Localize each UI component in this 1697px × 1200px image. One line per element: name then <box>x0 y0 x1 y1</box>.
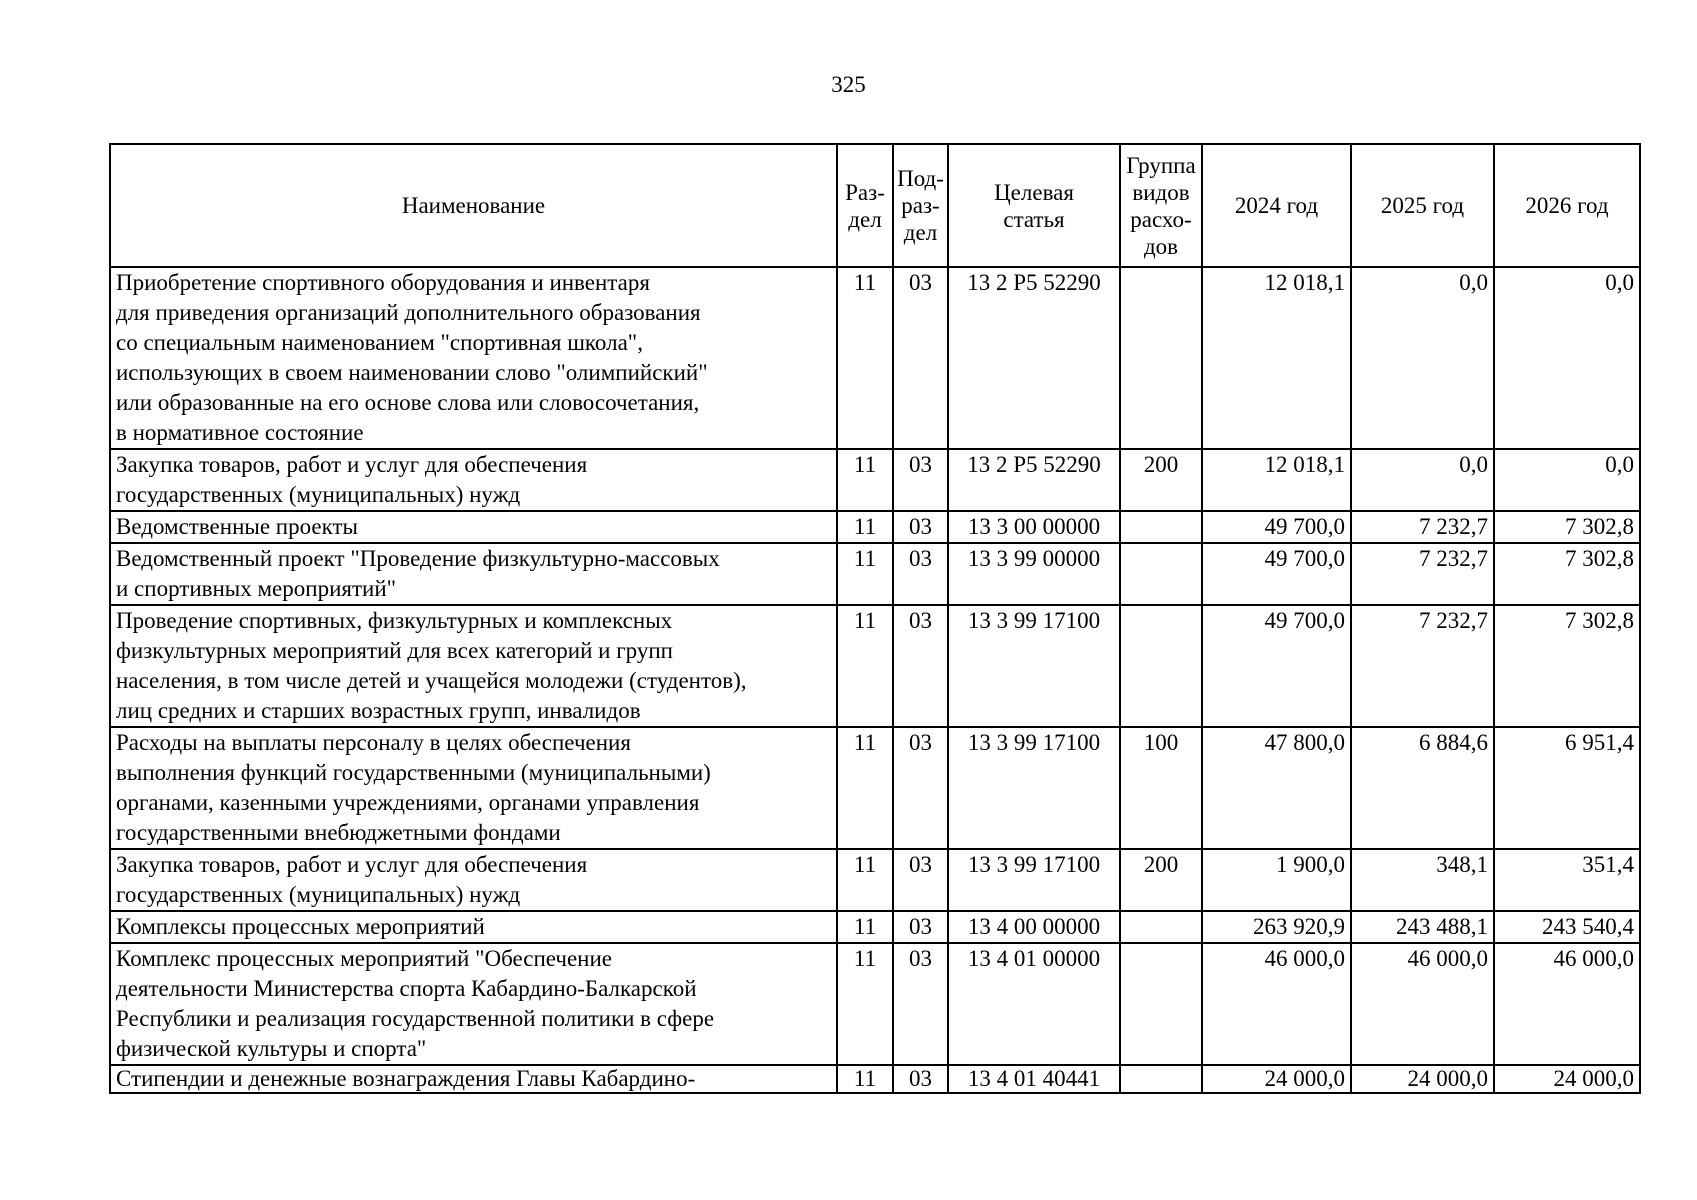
row-target: 13 2 Р5 52290 <box>948 267 1120 449</box>
row-target: 13 3 99 17100 <box>948 605 1120 727</box>
row-group <box>1120 911 1202 943</box>
row-2025: 0,0 <box>1351 449 1494 511</box>
row-target: 13 2 Р5 52290 <box>948 449 1120 511</box>
budget-table <box>109 143 1641 1094</box>
row-2025: 0,0 <box>1351 267 1494 449</box>
row-2026: 7 302,8 <box>1494 605 1640 727</box>
row-podrazdel: 03 <box>893 267 948 449</box>
row-name: Комплексы процессных мероприятий <box>110 911 837 943</box>
row-name: Проведение спортивных, физкультурных и комплексных физкультурных мероприятий для всех категорий и групп населения, в том числе детей и учащейся молодежи (студентов), лиц средних и старших возрастных групп, инвалидов <box>110 605 837 727</box>
row-group: 200 <box>1120 849 1202 911</box>
table-row <box>110 543 1640 605</box>
row-name: Закупка товаров, работ и услуг для обеспечения государственных (муниципальных) нужд <box>110 449 837 511</box>
row-group <box>1120 943 1202 1065</box>
row-name: Приобретение спортивного оборудования и инвентаря для приведения организаций дополнительного образования со специальным наименованием "спортивная школа", использующих в своем наименовании слово "олимпийский" или образованные на его основе слова или словосочетания, в нормативное состояние <box>110 267 837 449</box>
row-razdel: 11 <box>837 543 893 605</box>
row-2024: 47 800,0 <box>1202 727 1351 849</box>
row-2024: 49 700,0 <box>1202 605 1351 727</box>
row-group: 200 <box>1120 449 1202 511</box>
row-podrazdel: 03 <box>893 449 948 511</box>
row-2025: 348,1 <box>1351 849 1494 911</box>
table-header-row <box>110 144 1640 267</box>
table-row <box>110 911 1640 943</box>
row-podrazdel: 03 <box>893 605 948 727</box>
row-group <box>1120 1065 1202 1093</box>
header-group: Группа видов расхо- дов <box>1120 144 1202 267</box>
table-row <box>110 511 1640 543</box>
row-group <box>1120 605 1202 727</box>
row-2025: 6 884,6 <box>1351 727 1494 849</box>
row-target: 13 3 00 00000 <box>948 511 1120 543</box>
row-name: Комплекс процессных мероприятий "Обеспечение деятельности Министерства спорта Кабардино-Балкарской Республики и реализация государственной политики в сфере физической культуры и спорта" <box>110 943 837 1065</box>
row-target: 13 4 01 40441 <box>948 1065 1120 1093</box>
row-razdel: 11 <box>837 1065 893 1093</box>
row-group: 100 <box>1120 727 1202 849</box>
row-podrazdel: 03 <box>893 911 948 943</box>
header-podrazdel: Под- раз- дел <box>893 144 948 267</box>
row-2025: 7 232,7 <box>1351 511 1494 543</box>
header-razdel: Раз- дел <box>837 144 893 267</box>
table-row <box>110 1065 1640 1093</box>
row-2025: 46 000,0 <box>1351 943 1494 1065</box>
row-2024: 12 018,1 <box>1202 267 1351 449</box>
row-2024: 1 900,0 <box>1202 849 1351 911</box>
table-row <box>110 605 1640 727</box>
row-podrazdel: 03 <box>893 727 948 849</box>
row-name: Расходы на выплаты персоналу в целях обеспечения выполнения функций государственными (муниципальными) органами, казенными учреждениями, органами управления государственными внебюджетными фондами <box>110 727 837 849</box>
page-number: 325 <box>831 72 866 97</box>
table-row <box>110 849 1640 911</box>
row-2024: 263 920,9 <box>1202 911 1351 943</box>
row-2026: 46 000,0 <box>1494 943 1640 1065</box>
row-2025: 7 232,7 <box>1351 605 1494 727</box>
row-podrazdel: 03 <box>893 511 948 543</box>
row-2026: 351,4 <box>1494 849 1640 911</box>
row-razdel: 11 <box>837 911 893 943</box>
row-2025: 7 232,7 <box>1351 543 1494 605</box>
header-2024: 2024 год <box>1202 144 1351 267</box>
header-2026: 2026 год <box>1494 144 1640 267</box>
row-2026: 7 302,8 <box>1494 543 1640 605</box>
row-razdel: 11 <box>837 605 893 727</box>
row-group <box>1120 543 1202 605</box>
row-razdel: 11 <box>837 849 893 911</box>
row-name: Ведомственный проект "Проведение физкультурно-массовых и спортивных мероприятий" <box>110 543 837 605</box>
row-2026: 24 000,0 <box>1494 1065 1640 1093</box>
row-2024: 46 000,0 <box>1202 943 1351 1065</box>
row-2024: 12 018,1 <box>1202 449 1351 511</box>
row-target: 13 4 01 00000 <box>948 943 1120 1065</box>
table-row <box>110 727 1640 849</box>
row-target: 13 4 00 00000 <box>948 911 1120 943</box>
row-2026: 6 951,4 <box>1494 727 1640 849</box>
row-2026: 7 302,8 <box>1494 511 1640 543</box>
row-2025: 243 488,1 <box>1351 911 1494 943</box>
row-name: Закупка товаров, работ и услуг для обеспечения государственных (муниципальных) нужд <box>110 849 837 911</box>
row-2026: 0,0 <box>1494 449 1640 511</box>
row-podrazdel: 03 <box>893 543 948 605</box>
row-razdel: 11 <box>837 267 893 449</box>
row-2026: 0,0 <box>1494 267 1640 449</box>
row-target: 13 3 99 00000 <box>948 543 1120 605</box>
row-2024: 49 700,0 <box>1202 511 1351 543</box>
table-row <box>110 943 1640 1065</box>
header-target: Целевая статья <box>948 144 1120 267</box>
row-target: 13 3 99 17100 <box>948 727 1120 849</box>
row-razdel: 11 <box>837 449 893 511</box>
table-row <box>110 449 1640 511</box>
row-razdel: 11 <box>837 511 893 543</box>
row-razdel: 11 <box>837 943 893 1065</box>
table-row <box>110 267 1640 449</box>
row-2024: 49 700,0 <box>1202 543 1351 605</box>
row-podrazdel: 03 <box>893 849 948 911</box>
row-name: Ведомственные проекты <box>110 511 837 543</box>
row-2026: 243 540,4 <box>1494 911 1640 943</box>
row-group <box>1120 267 1202 449</box>
row-group <box>1120 511 1202 543</box>
row-podrazdel: 03 <box>893 943 948 1065</box>
row-razdel: 11 <box>837 727 893 849</box>
row-target: 13 3 99 17100 <box>948 849 1120 911</box>
row-2024: 24 000,0 <box>1202 1065 1351 1093</box>
row-podrazdel: 03 <box>893 1065 948 1093</box>
header-2025: 2025 год <box>1351 144 1494 267</box>
header-name: Наименование <box>110 144 837 267</box>
row-name: Стипендии и денежные вознаграждения Главы Кабардино- <box>110 1065 837 1093</box>
row-2025: 24 000,0 <box>1351 1065 1494 1093</box>
